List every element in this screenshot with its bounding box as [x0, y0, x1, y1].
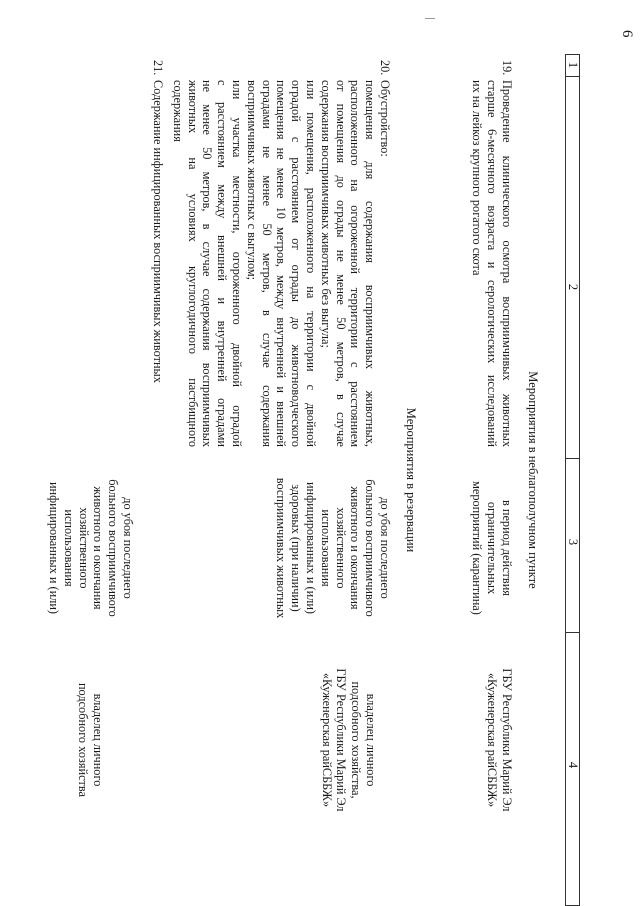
responsible-line: ГБУ Республики Марий Эл	[500, 668, 514, 812]
description-line: Содержание инфицированных восприимчивых животных	[151, 80, 165, 383]
responsible-line: владелец личного	[364, 693, 378, 787]
description-line: Обустройство:	[378, 80, 392, 157]
term-line: хозяйственного	[76, 507, 91, 589]
description-line: оградами не менее 50 метров, в случае содержания	[259, 80, 274, 447]
description-line: помещения для содержания восприимчивых животных,	[363, 80, 378, 447]
responsible-line: подсобного хозяйства	[76, 682, 91, 798]
column-divider-3	[565, 632, 580, 633]
section-title-reservation: Мероприятия в резервации	[404, 407, 418, 553]
responsible-line: «Куженерская райСББЖ»	[319, 672, 334, 808]
term-line: здоровых (при наличии)	[289, 484, 304, 612]
term-line: ограничительных	[485, 501, 500, 595]
description-line: от помещения до ограды не менее 50 метров, в случае	[333, 80, 348, 447]
description-line: с расстоянием между внешней и внутренней оградами	[215, 80, 230, 447]
column-divider-2	[565, 458, 580, 459]
description-line: расположенного на огороженной территории с расстоянием	[348, 80, 363, 447]
row-description	[170, 80, 392, 447]
term-line: инфицированных и (или)	[47, 481, 62, 615]
term-line: использования	[61, 509, 76, 587]
row-term	[46, 463, 135, 633]
term-line: больного восприимчивого	[106, 479, 121, 617]
row-description	[470, 80, 514, 447]
term-line: восприимчивых животных	[274, 477, 289, 619]
term-line: в период действия	[500, 500, 514, 596]
scan-mark	[425, 18, 435, 19]
column-number-3: 3	[566, 538, 580, 546]
description-line: их на лейкоз крупного рогатого скота	[470, 80, 485, 276]
responsible-line: владелец личного	[91, 693, 105, 787]
description-line: Проведение клинического осмотра восприимчивых животных	[500, 80, 514, 447]
description-line: помещения не менее 10 метров, между внутренней и внешней	[274, 80, 289, 447]
column-number-2: 2	[566, 283, 580, 291]
description-line: или участка местности, огороженного двойной оградой	[230, 80, 245, 447]
term-line: мероприятий (карантина)	[470, 481, 485, 615]
description-line: оградой с расстоянием от ограды до животноводческого	[289, 80, 304, 447]
responsible-line: «Куженерская райСББЖ»	[485, 672, 500, 808]
row-term	[274, 463, 392, 633]
description-line: животных на условиях круглогодичного пастбищного	[185, 80, 200, 447]
row-number: 21.	[151, 60, 165, 76]
term-line: до убоя последнего	[121, 497, 135, 599]
row-number: 19.	[500, 60, 514, 76]
column-number-1: 1	[566, 61, 580, 69]
term-line: использования	[318, 509, 333, 587]
description-line: не менее 50 метров, в случае содержания восприимчивых	[200, 80, 215, 447]
term-line: до убоя последнего	[378, 497, 392, 599]
term-line: хозяйственного	[333, 507, 348, 589]
row-responsible	[484, 640, 514, 840]
column-number-4: 4	[566, 761, 580, 769]
description-line: восприимчивых животных с выгулом;	[244, 80, 259, 281]
description-line: содержания восприимчивых животных без выгула;	[318, 80, 333, 348]
description-line: содержания	[170, 80, 185, 142]
term-line: животного и окончания	[348, 486, 363, 610]
term-line: животного и окончания	[91, 486, 106, 610]
row-description	[150, 80, 165, 447]
row-responsible	[75, 640, 105, 840]
description-line: старше 6-месячного возраста и серологических исследований	[485, 80, 500, 447]
responsible-line: подсобного хозяйства,	[349, 681, 364, 799]
section-title-outbreak: Мероприятия в неблагополучном пункте	[526, 371, 540, 589]
description-line: или помещения, расположенного на территории с двойной	[304, 80, 319, 447]
responsible-line: ГБУ Республики Марий Эл	[334, 668, 349, 812]
term-line: инфицированных и (или)	[304, 481, 319, 615]
row-term	[470, 463, 514, 633]
row-number: 20.	[378, 60, 392, 76]
term-line: больного восприимчивого	[363, 479, 378, 617]
page-number: 6	[619, 30, 635, 38]
row-responsible	[319, 640, 378, 840]
